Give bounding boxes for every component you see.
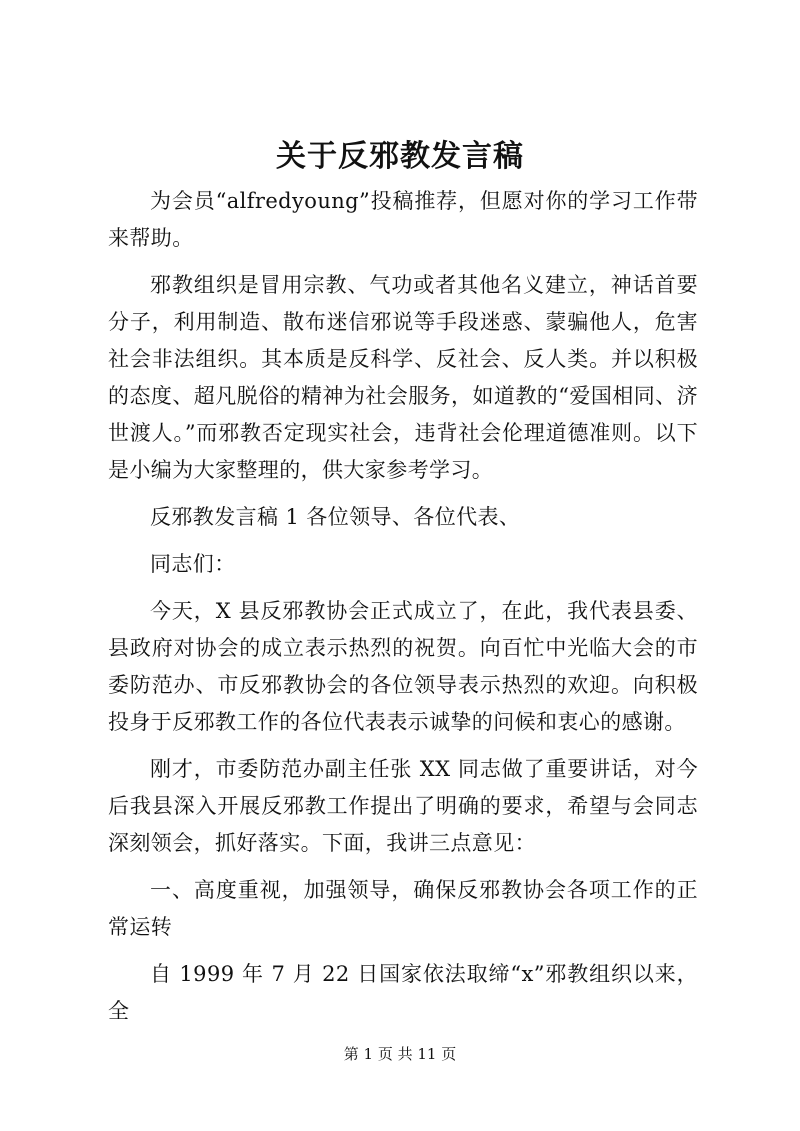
paragraph: 邪教组织是冒用宗教、气功或者其他名义建立，神话首要分子，利用制造、散布迷信邪说等手段迷惑、蒙骗他人，危害社会非法组织。其本质是反科学、反社会、反人类。并以积极的态度、超凡脱俗的精神为社会服务，如道教的“爱国相同、济世渡人。”而邪教否定现实社会，违背社会伦理道德准则。以下是小编为大家整理的，供大家参考学习。 bbox=[108, 273, 698, 482]
paragraph: 今天，X 县反邪教协会正式成立了，在此，我代表县委、县政府对协会的成立表示热烈的祝贺。向百忙中光临大会的市委防范办、市反邪教协会的各位领导表示热烈的欢迎。向积极投身于反邪教工作的各位代表表示诚挚的问候和衷心的感谢。 bbox=[108, 599, 698, 734]
document-body bbox=[108, 183, 698, 1040]
page-title: 关于反邪教发言稿 bbox=[276, 139, 524, 174]
page-footer: 第 1 页 共 11 页 bbox=[343, 1045, 457, 1063]
paragraph: 为会员“alfredyoung”投稿推荐，但愿对你的学习工作带来帮助。 bbox=[108, 189, 698, 250]
paragraph: 刚才，市委防范办副主任张 XX 同志做了重要讲话，对今后我县深入开展反邪教工作提出了明确的要求，希望与会同志深刻领会，抓好落实。下面，我讲三点意见： bbox=[108, 757, 698, 855]
paragraph: 同志们： bbox=[150, 552, 236, 576]
section-heading: 一、高度重视，加强领导，确保反邪教协会各项工作的正常运转 bbox=[108, 878, 698, 939]
paragraph: 自 1999 年 7 月 22 日国家依法取缔“x”邪教组织以来，全 bbox=[108, 962, 698, 1023]
paragraph: 反邪教发言稿 1 各位领导、各位代表、 bbox=[150, 505, 521, 529]
